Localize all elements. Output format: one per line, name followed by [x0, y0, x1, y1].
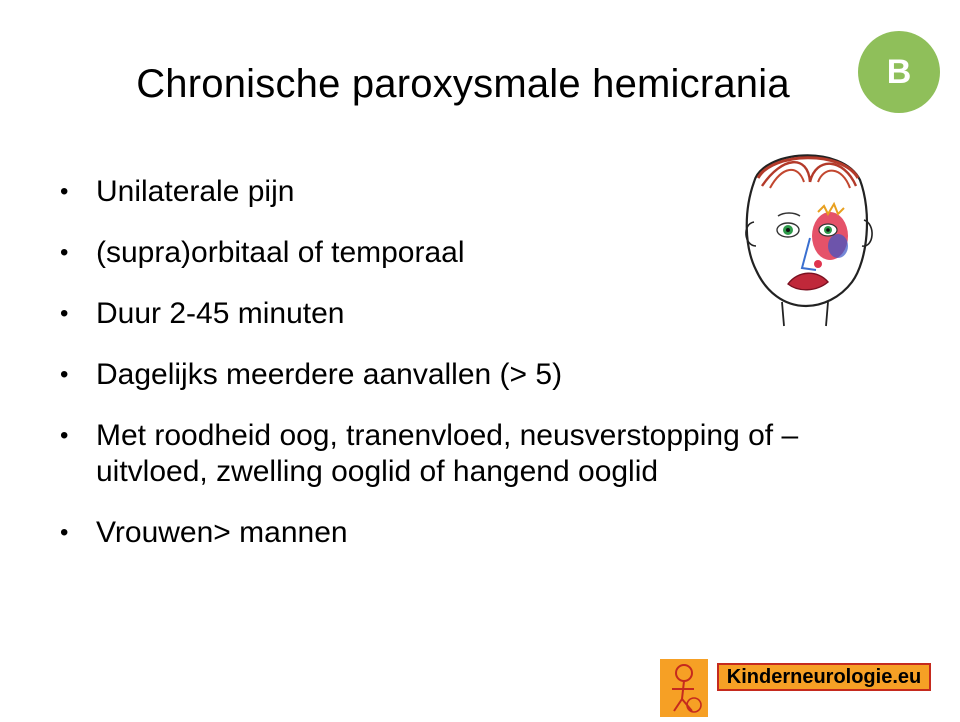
- bullet-dot: •: [60, 519, 69, 546]
- bullet-dot: •: [60, 422, 69, 449]
- section-badge: [858, 31, 940, 113]
- bullet-text: Vrouwen> mannen: [96, 516, 348, 549]
- logo-text: Kinderneurologie.eu: [717, 663, 931, 691]
- bullet-text: Met roodheid oog, tranenvloed, neusverstopping of –uitvloed, zwelling ooglid of hangend ooglid: [96, 419, 799, 488]
- logo-figure-icon: [660, 659, 708, 717]
- bullet-text: Duur 2-45 minuten: [96, 297, 345, 330]
- bullet-list: [58, 174, 898, 576]
- bullet-text: (supra)orbitaal of temporaal: [96, 236, 465, 269]
- slide-title: Chronische paroxysmale hemicrania: [136, 62, 790, 106]
- bullet-item: [58, 515, 898, 551]
- bullet-item: [58, 296, 898, 332]
- bullet-item: [58, 235, 898, 271]
- bullet-dot: •: [60, 239, 69, 266]
- kinderneurologie-logo: [660, 659, 932, 717]
- bullet-item: [58, 418, 896, 490]
- bullet-dot: •: [60, 361, 69, 388]
- bullet-dot: •: [60, 300, 69, 327]
- badge-letter: B: [886, 52, 912, 91]
- bullet-item: [58, 174, 898, 210]
- bullet-text: Dagelijks meerdere aanvallen (> 5): [96, 358, 563, 391]
- bullet-dot: •: [60, 178, 69, 205]
- bullet-text: Unilaterale pijn: [96, 175, 295, 208]
- bullet-item: [58, 357, 898, 393]
